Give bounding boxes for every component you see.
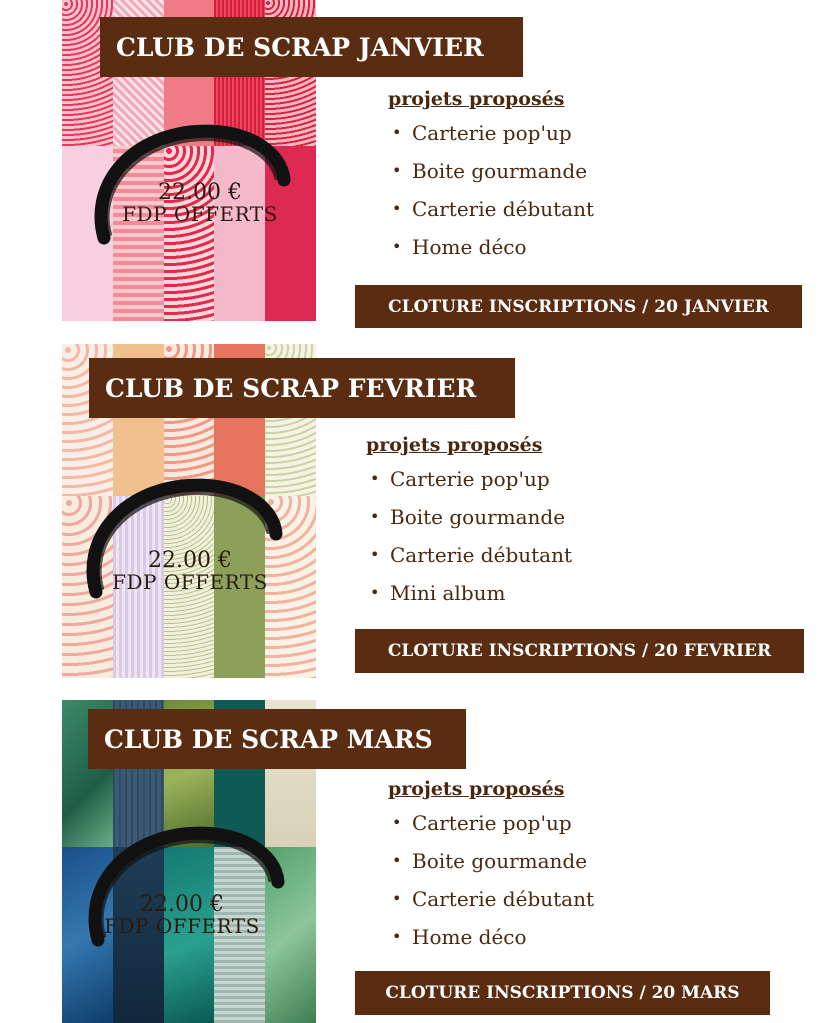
list-item: • Carterie pop'up [388,114,594,152]
club-title: CLUB DE SCRAP JANVIER [100,17,523,77]
bullet-icon: • [370,545,380,564]
projects-block [388,778,594,956]
club-title: CLUB DE SCRAP MARS [88,709,466,769]
deadline-banner: CLOTURE INSCRIPTIONS / 20 MARS [355,971,770,1015]
bullet-icon: • [370,469,380,488]
deadline-banner: CLOTURE INSCRIPTIONS / 20 JANVIER [355,285,802,328]
bullet-icon: • [392,237,402,256]
bullet-icon: • [392,851,402,870]
list-item: • Home déco [388,918,594,956]
list-item: • Boite gourmande [366,498,572,536]
project-list [388,804,594,956]
bullet-icon: • [392,889,402,908]
club-section-janvier [0,0,819,330]
shipping-label: FDP OFFERTS [112,570,268,594]
list-item: • Carterie débutant [388,190,594,228]
price-label [72,894,292,936]
projects-block [388,88,594,266]
club-section-fevrier [0,344,819,684]
club-section-mars [0,700,819,1023]
price-amount: 22.00 € [148,548,232,573]
list-item: • Home déco [388,228,594,266]
list-item: • Mini album [366,574,572,612]
list-item: • Boite gourmande [388,842,594,880]
project-list [388,114,594,266]
deadline-banner: CLOTURE INSCRIPTIONS / 20 FEVRIER [355,629,804,673]
list-item: • Carterie débutant [366,536,572,574]
price-label [90,182,310,224]
projects-block [366,434,572,612]
price-amount: 22.00 € [140,892,224,917]
bullet-icon: • [370,583,380,602]
shipping-label: FDP OFFERTS [122,202,278,226]
bullet-icon: • [392,161,402,180]
projects-heading: projets proposés [388,778,565,800]
shipping-label: FDP OFFERTS [104,914,260,938]
projects-heading: projets proposés [388,88,565,110]
bullet-icon: • [392,813,402,832]
bullet-icon: • [392,199,402,218]
price-label [80,550,300,592]
project-list [366,460,572,612]
list-item: • Carterie débutant [388,880,594,918]
projects-heading: projets proposés [366,434,543,456]
price-amount: 22.00 € [158,180,242,205]
bullet-icon: • [392,927,402,946]
bullet-icon: • [392,123,402,142]
bullet-icon: • [370,507,380,526]
list-item: • Carterie pop'up [388,804,594,842]
list-item: • Boite gourmande [388,152,594,190]
list-item: • Carterie pop'up [366,460,572,498]
club-title: CLUB DE SCRAP FEVRIER [89,358,515,418]
